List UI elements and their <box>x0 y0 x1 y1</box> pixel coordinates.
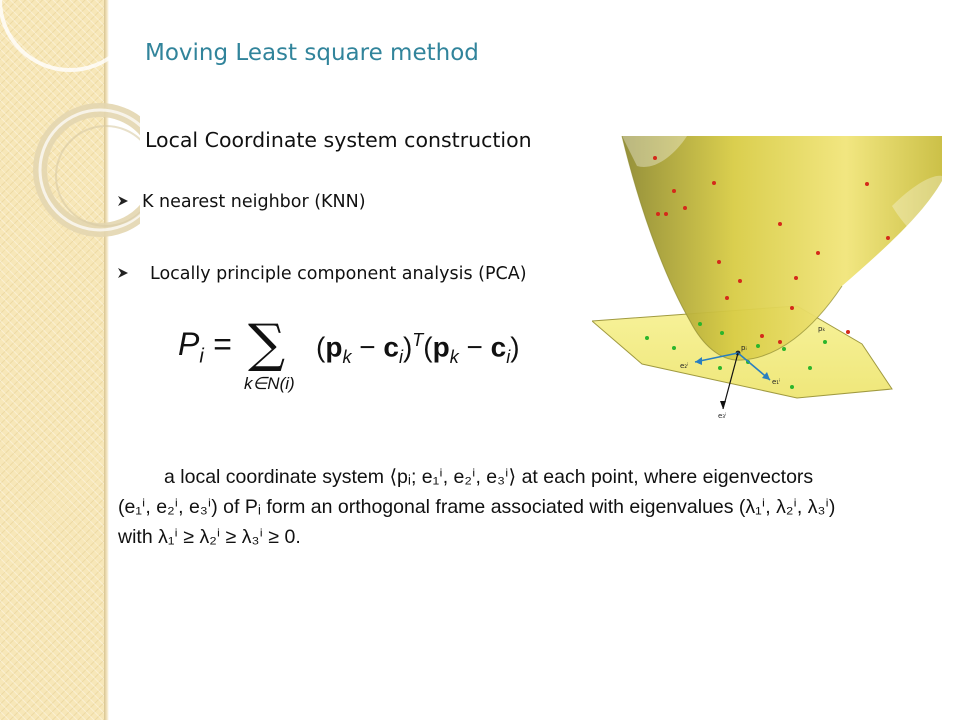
coordinate-system-description <box>118 462 938 552</box>
formula-rhs: $(p_k - c_i)^T(p_k - c_i)$ <box>316 330 520 367</box>
formula-lhs: $P_i$ = <box>178 326 232 368</box>
label-pk: pₖ <box>818 325 826 333</box>
description-line-3: with λ₁ⁱ ≥ λ₂ⁱ ≥ λ₃ⁱ ≥ 0. <box>118 526 301 548</box>
covariance-formula <box>178 314 578 412</box>
surface-plane-figure <box>592 136 942 421</box>
section-subtitle: Local Coordinate system construction <box>145 128 532 152</box>
bullet-text: Locally principle component analysis (PCA) <box>150 264 527 284</box>
label-e1: e₁ⁱ <box>772 378 781 386</box>
label-e2: e₂ⁱ <box>680 362 689 370</box>
sum-index: k∈N(i) <box>244 374 295 393</box>
bullet-knn <box>118 192 366 212</box>
description-line-1: a local coordinate system ⟨pᵢ; e₁ⁱ, e₂ⁱ, e₃ⁱ⟩ at each point, where eigenvectors <box>164 466 814 488</box>
slide-title: Moving Least square method <box>145 40 479 66</box>
arrow-bullet-icon <box>118 196 128 206</box>
label-e3: e₃ⁱ <box>718 412 727 420</box>
bullet-pca <box>118 264 527 284</box>
decorative-rings <box>0 0 140 300</box>
sum-symbol: ∑ <box>248 314 286 374</box>
bullet-text: K nearest neighbor (KNN) <box>142 192 366 212</box>
label-p: pᵢ <box>741 344 747 352</box>
arrow-bullet-icon <box>118 268 128 278</box>
description-line-2: (e₁ⁱ, e₂ⁱ, e₃ⁱ) of Pᵢ form an orthogonal frame associated with eigenvalues (λ₁ⁱ, λ₂ⁱ, λ₃ⁱ) <box>118 496 836 518</box>
